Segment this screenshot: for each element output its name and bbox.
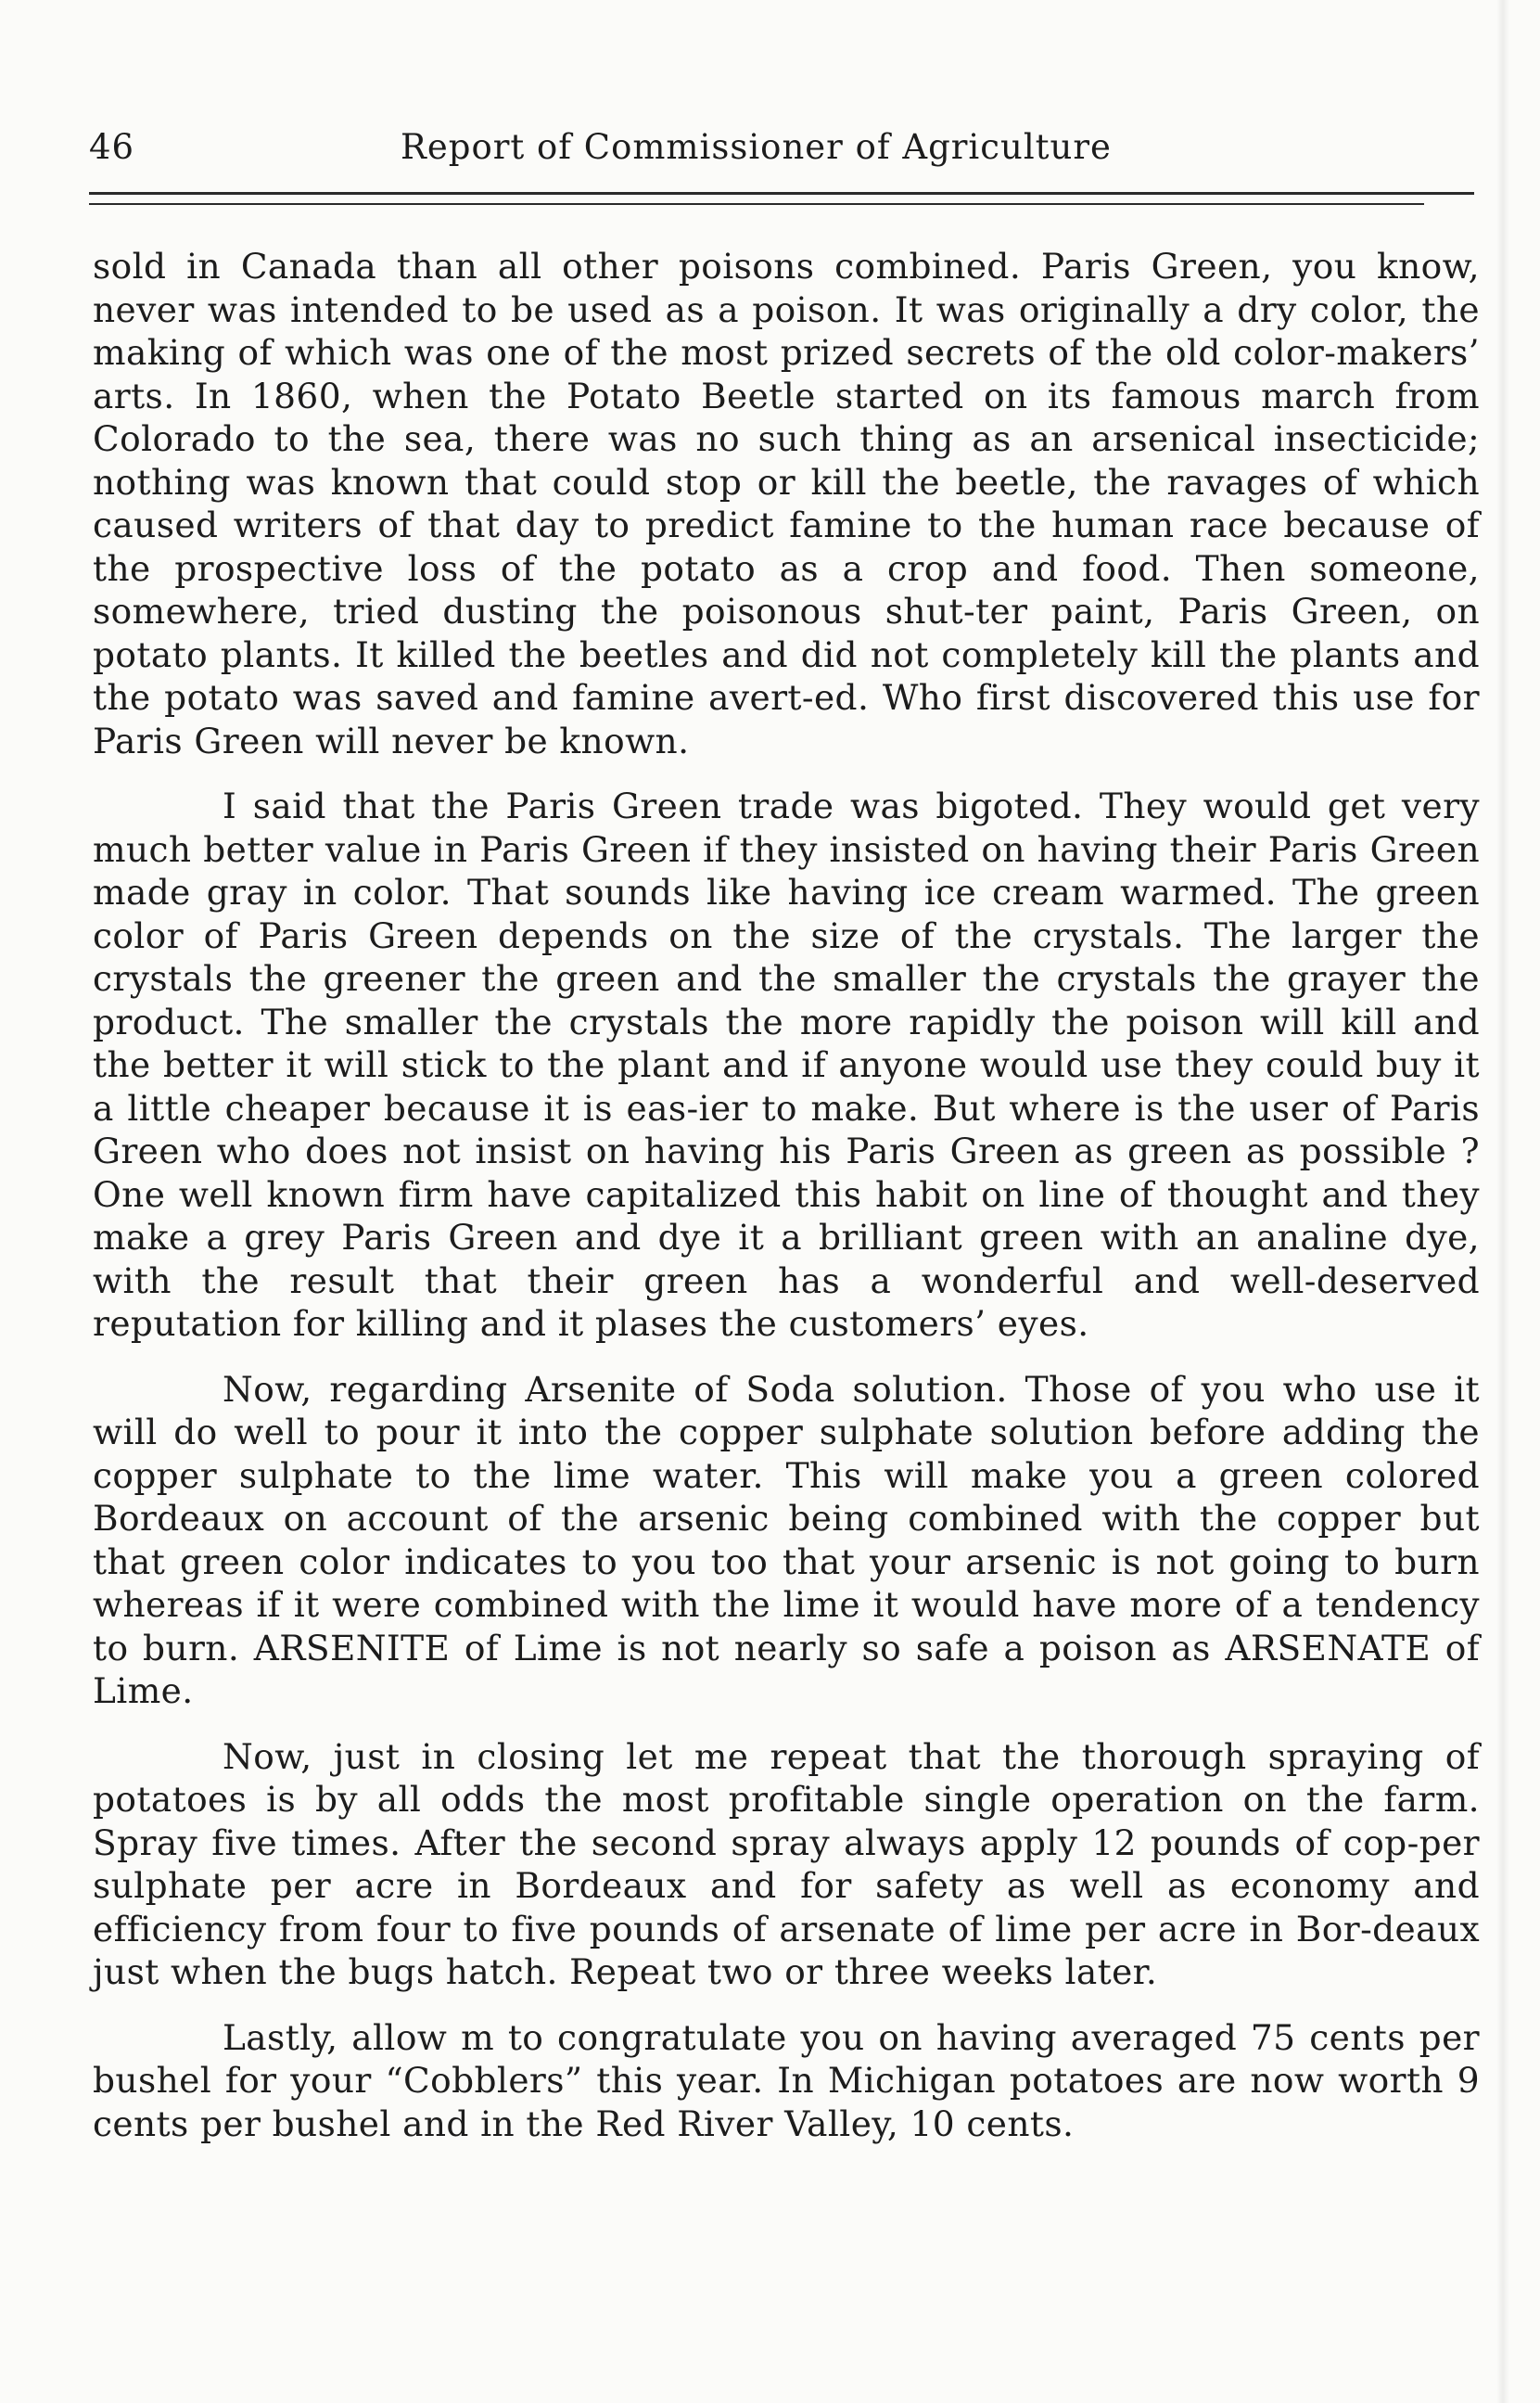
paragraph-closing-spraying: Now, just in closing let me repeat that the thorough spraying of potatoes is by all odds the most profitable single operation on the farm. Spray five times. After the second spray always apply 12 pounds of cop-per sulphate per acre in Bordeaux and for safety as well as economy and efficiency from four to five pounds of arsenate of lime per acre in Bor-deaux just when the bugs hatch. Repeat two or three weeks later.	[93, 1735, 1480, 1992]
scan-edge-shadow	[1496, 0, 1509, 2403]
header-rule-top	[89, 192, 1474, 195]
paragraph-arsenite-of-soda: Now, regarding Arsenite of Soda solution. Those of you who use it will do well to pour it into the copper sulphate solution before adding the copper sulphate to the lime water. This will make you a green colored Bordeaux on account of the arsenic being combined with the copper but that green color indicates to you too that your arsenic is not going to burn whereas if it were combined with the lime it would have more of a tendency to burn. ARSENITE of Lime is not nearly so safe a poison as ARSENATE of Lime.	[93, 1368, 1480, 1711]
page-header	[89, 127, 1433, 179]
running-title: Report of Commissioner of Agriculture	[401, 127, 1112, 167]
page-number: 46	[89, 127, 135, 167]
paragraph-congratulations: Lastly, allow m to congratulate you on having averaged 75 cents per bushel for your “Cobblers” this year. In Michigan potatoes are now worth 9 cents per bushel and in the Red River Valley, 10 cents.	[93, 2016, 1480, 2144]
body-text	[93, 245, 1480, 2167]
paragraph-paris-green-trade: I said that the Paris Green trade was bigoted. They would get very much better value in Paris Green if they insisted on having their Paris Green made gray in color. That sounds like having ice cream warmed. The green color of Paris Green depends on the size of the crystals. The larger the crystals the greener the green and the smaller the crystals the grayer the product. The smaller the crystals the more rapidly the poison will kill and the better it will stick to the plant and if anyone would use they could buy it a little cheaper because it is eas-ier to make. But where is the user of Paris Green who does not insist on having his Paris Green as green as possible ? One well known firm have capitalized this habit on line of thought and they make a grey Paris Green and dye it a brilliant green with an analine dye, with the result that their green has a wonderful and well-deserved reputation for killing and it plases the customers’ eyes.	[93, 786, 1480, 1344]
header-rule-bottom	[89, 203, 1424, 205]
paragraph-continued: sold in Canada than all other poisons combined. Paris Green, you know, never was intended to be used as a poison. It was originally a dry color, the making of which was one of the most prized secrets of the old color-makers’ arts. In 1860, when the Potato Beetle started on its famous march from Colorado to the sea, there was no such thing as an arsenical insecticide; nothing was known that could stop or kill the beetle, the ravages of which caused writers of that day to predict famine to the human race because of the prospective loss of the potato as a crop and food. Then someone, somewhere, tried dusting the poisonous shut-ter paint, Paris Green, on potato plants. It killed the beetles and did not completely kill the plants and the potato was saved and famine avert-ed. Who first discovered this use for Paris Green will never be known.	[93, 246, 1480, 761]
